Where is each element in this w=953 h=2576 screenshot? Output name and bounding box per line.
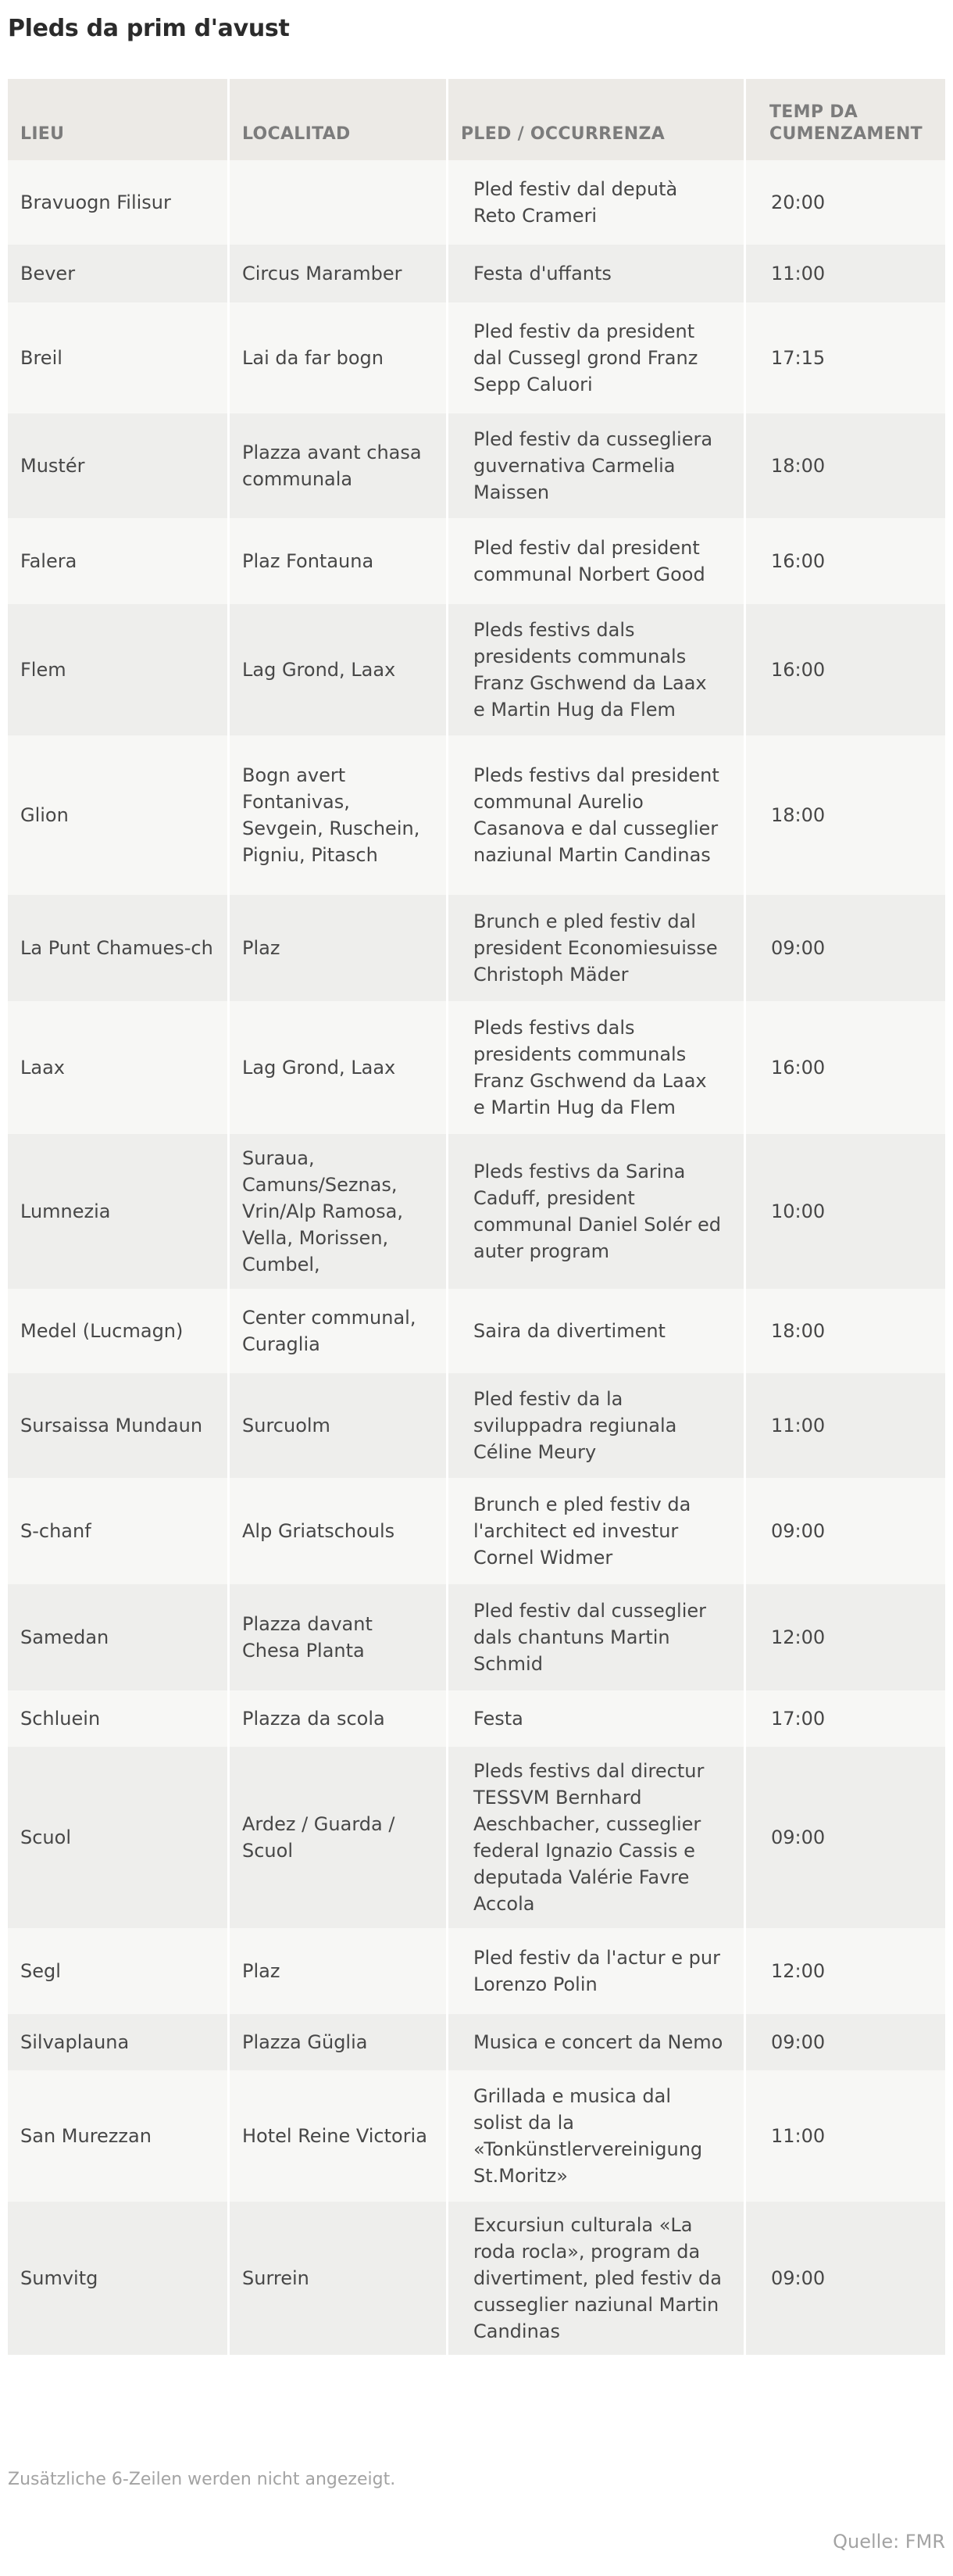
cell-temp: 12:00 <box>746 1928 945 2014</box>
cell-temp: 16:00 <box>746 518 945 604</box>
column-header-lieu[interactable]: LIEU <box>8 79 230 160</box>
cell-pled: Festa <box>448 1690 746 1747</box>
cell-localitad: Surcuolm <box>230 1373 448 1478</box>
cell-localitad: Bogn avert Fontanivas, Sevgein, Ruschein, Pigniu, Pitasch <box>230 735 448 895</box>
cell-temp: 18:00 <box>746 1289 945 1373</box>
cell-lieu: Mustér <box>8 413 230 518</box>
table-row <box>8 1928 945 2014</box>
cell-temp: 16:00 <box>746 1001 945 1134</box>
cell-temp: 11:00 <box>746 1373 945 1478</box>
table-row <box>8 1478 945 1584</box>
cell-localitad: Plaz Fontauna <box>230 518 448 604</box>
cell-localitad: Plaz <box>230 1928 448 2014</box>
cell-pled: Brunch e pled festiv dal president Economiesuisse Christoph Mäder <box>448 895 746 1001</box>
cell-pled: Pleds festivs dal president communal Aurelio Casanova e dal cusseglier naziunal Martin Candinas <box>448 735 746 895</box>
table-row <box>8 2202 945 2355</box>
cell-pled: Pled festiv da la sviluppadra regiunala Céline Meury <box>448 1373 746 1478</box>
cell-pled: Pled festiv dal president communal Norbert Good <box>448 518 746 604</box>
cell-localitad: Circus Maramber <box>230 245 448 302</box>
column-header-pled[interactable]: PLED / OCCURRENZA <box>448 79 746 160</box>
table-row <box>8 160 945 245</box>
cell-temp: 09:00 <box>746 1478 945 1584</box>
table-row <box>8 1134 945 1289</box>
cell-pled: Pleds festivs dals presidents communals Franz Gschwend da Laax e Martin Hug da Flem <box>448 1001 746 1134</box>
cell-temp: 17:15 <box>746 302 945 413</box>
cell-lieu: Bever <box>8 245 230 302</box>
cell-lieu: Falera <box>8 518 230 604</box>
cell-temp: 20:00 <box>746 160 945 245</box>
cell-lieu: Sumvitg <box>8 2202 230 2355</box>
events-table <box>8 79 945 2355</box>
cell-lieu: S-chanf <box>8 1478 230 1584</box>
table-row <box>8 1289 945 1373</box>
table-row <box>8 1001 945 1134</box>
column-header-localitad[interactable]: LOCALITAD <box>230 79 448 160</box>
table-row <box>8 413 945 518</box>
cell-localitad: Lag Grond, Laax <box>230 604 448 735</box>
table-row <box>8 2014 945 2070</box>
cell-temp: 10:00 <box>746 1134 945 1289</box>
cell-lieu: Schluein <box>8 1690 230 1747</box>
cell-pled: Saira da divertiment <box>448 1289 746 1373</box>
cell-localitad: Ardez / Guarda / Scuol <box>230 1747 448 1928</box>
cell-localitad: Plazza davant Chesa Planta <box>230 1584 448 1690</box>
table-row <box>8 1747 945 1928</box>
cell-lieu: Bravuogn Filisur <box>8 160 230 245</box>
cell-localitad: Alp Griatschouls <box>230 1478 448 1584</box>
cell-localitad: Center communal, Curaglia <box>230 1289 448 1373</box>
cell-pled: Pled festiv da cussegliera guvernativa Carmelia Maissen <box>448 413 746 518</box>
cell-temp: 09:00 <box>746 2014 945 2070</box>
cell-pled: Grillada e musica dal solist da la «Tonkünstlervereinigung St.Moritz» <box>448 2070 746 2202</box>
cell-pled: Pleds festivs da Sarina Caduff, president communal Daniel Solér ed auter program <box>448 1134 746 1289</box>
cell-temp: 12:00 <box>746 1584 945 1690</box>
table-row <box>8 1690 945 1747</box>
cell-lieu: Samedan <box>8 1584 230 1690</box>
cell-pled: Pled festiv dal deputà Reto Crameri <box>448 160 746 245</box>
table-row <box>8 518 945 604</box>
cell-pled: Excursiun culturala «La roda rocla», program da divertiment, pled festiv da cusseglier naziunal Martin Candinas <box>448 2202 746 2355</box>
cell-localitad: Lai da far bogn <box>230 302 448 413</box>
cell-lieu: Medel (Lucmagn) <box>8 1289 230 1373</box>
source-credit: Quelle: FMR <box>833 2531 945 2553</box>
table-row <box>8 302 945 413</box>
cell-lieu: Lumnezia <box>8 1134 230 1289</box>
cell-temp: 09:00 <box>746 1747 945 1928</box>
cell-pled: Pled festiv dal cusseglier dals chantuns Martin Schmid <box>448 1584 746 1690</box>
cell-temp: 18:00 <box>746 413 945 518</box>
cell-lieu: Silvaplauna <box>8 2014 230 2070</box>
cell-temp: 09:00 <box>746 2202 945 2355</box>
cell-localitad: Plazza Güglia <box>230 2014 448 2070</box>
table-row <box>8 1584 945 1690</box>
cell-temp: 17:00 <box>746 1690 945 1747</box>
cell-pled: Pleds festivs dals presidents communals Franz Gschwend da Laax e Martin Hug da Flem <box>448 604 746 735</box>
cell-temp: 16:00 <box>746 604 945 735</box>
cell-localitad: Plazza da scola <box>230 1690 448 1747</box>
cell-lieu: Sursaissa Mundaun <box>8 1373 230 1478</box>
footnote: Zusätzliche 6-Zeilen werden nicht angezeigt. <box>8 2470 396 2489</box>
cell-pled: Musica e concert da Nemo <box>448 2014 746 2070</box>
cell-temp: 18:00 <box>746 735 945 895</box>
cell-localitad: Suraua, Camuns/Seznas, Vrin/Alp Ramosa, Vella, Morissen, Cumbel, <box>230 1134 448 1289</box>
cell-localitad: Plazza avant chasa communala <box>230 413 448 518</box>
cell-localitad: Hotel Reine Victoria <box>230 2070 448 2202</box>
cell-temp: 09:00 <box>746 895 945 1001</box>
cell-pled: Pleds festivs dal directur TESSVM Bernhard Aeschbacher, cusseglier federal Ignazio Cassis e deputada Valérie Favre Accola <box>448 1747 746 1928</box>
cell-lieu: Flem <box>8 604 230 735</box>
table-row <box>8 735 945 895</box>
table-row <box>8 1373 945 1478</box>
table-row <box>8 895 945 1001</box>
cell-localitad: Surrein <box>230 2202 448 2355</box>
cell-lieu: La Punt Chamues-ch <box>8 895 230 1001</box>
cell-lieu: San Murezzan <box>8 2070 230 2202</box>
table-body <box>8 160 945 2355</box>
cell-temp: 11:00 <box>746 245 945 302</box>
cell-lieu: Glion <box>8 735 230 895</box>
column-header-temp[interactable]: TEMP DA CUMENZAMENT <box>746 79 945 160</box>
cell-pled: Brunch e pled festiv da l'architect ed investur Cornel Widmer <box>448 1478 746 1584</box>
cell-localitad: Lag Grond, Laax <box>230 1001 448 1134</box>
table-row <box>8 604 945 735</box>
cell-pled: Pled festiv da president dal Cussegl grond Franz Sepp Caluori <box>448 302 746 413</box>
cell-lieu: Breil <box>8 302 230 413</box>
cell-temp: 11:00 <box>746 2070 945 2202</box>
cell-lieu: Segl <box>8 1928 230 2014</box>
cell-lieu: Scuol <box>8 1747 230 1928</box>
cell-pled: Festa d'uffants <box>448 245 746 302</box>
cell-localitad <box>230 160 448 245</box>
page-title: Pleds da prim d'avust <box>8 15 290 42</box>
cell-localitad: Plaz <box>230 895 448 1001</box>
table-header-row <box>8 79 945 160</box>
cell-lieu: Laax <box>8 1001 230 1134</box>
table-row <box>8 245 945 302</box>
cell-pled: Pled festiv da l'actur e pur Lorenzo Polin <box>448 1928 746 2014</box>
table-row <box>8 2070 945 2202</box>
